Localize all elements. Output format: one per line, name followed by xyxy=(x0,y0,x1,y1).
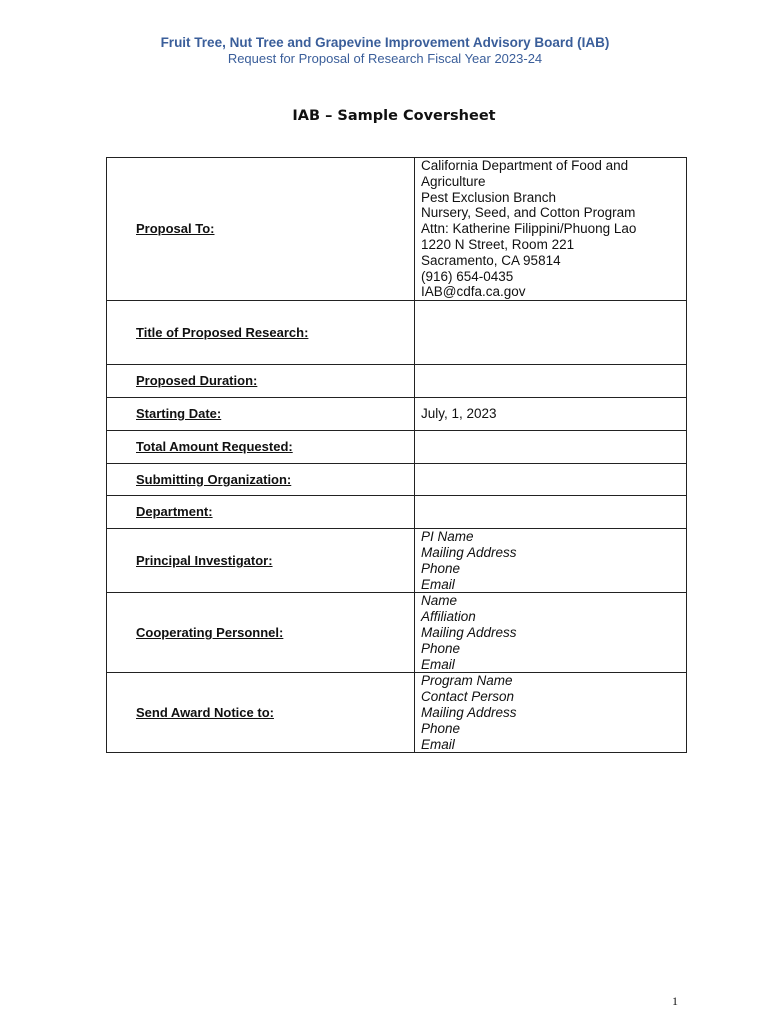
table-row-department xyxy=(107,496,687,529)
award-phone: Phone xyxy=(421,720,461,736)
pi-email: Email xyxy=(421,576,455,592)
award-email: Email xyxy=(421,736,455,752)
table-row-proposal-to xyxy=(107,158,687,301)
amount-label: Total Amount Requested: xyxy=(136,439,293,455)
coversheet-table xyxy=(106,157,687,753)
table-row-title xyxy=(107,301,687,365)
label-cell xyxy=(107,673,415,753)
label-cell xyxy=(107,431,415,464)
address-line: 1220 N Street, Room 221 xyxy=(421,236,575,252)
coop-affiliation: Affiliation xyxy=(421,609,476,625)
coop-name: Name xyxy=(421,593,458,609)
award-contact-person: Contact Person xyxy=(421,689,515,705)
amount-value xyxy=(415,431,687,464)
address-line: Pest Exclusion Branch xyxy=(421,189,557,205)
award-label: Send Award Notice to: xyxy=(136,704,274,720)
award-value xyxy=(415,673,687,753)
coop-phone: Phone xyxy=(421,640,461,656)
award-mailing-address: Mailing Address xyxy=(421,704,517,720)
proposal-to-label: Proposal To: xyxy=(136,221,215,237)
table-row-pi xyxy=(107,529,687,593)
table-row-amount xyxy=(107,431,687,464)
header-rfp-subtitle: Request for Proposal of Research Fiscal Year 2023-24 xyxy=(227,51,543,66)
address-line: Nursery, Seed, and Cotton Program xyxy=(421,205,636,221)
starting-date-label: Starting Date: xyxy=(136,406,222,422)
address-line: California Department of Food and Agriculture xyxy=(421,158,629,189)
pi-label: Principal Investigator: xyxy=(136,552,273,568)
pi-value xyxy=(415,529,687,593)
label-cell xyxy=(107,158,415,301)
title-research-value xyxy=(415,301,687,365)
table-row-organization xyxy=(107,464,687,496)
table-row-award xyxy=(107,673,687,753)
coop-mailing-address: Mailing Address xyxy=(421,624,517,640)
address-line: Attn: Katherine Filippini/Phuong Lao xyxy=(421,221,637,237)
label-cell xyxy=(107,301,415,365)
email-line: IAB@cdfa.ca.gov xyxy=(421,284,526,300)
duration-label: Proposed Duration: xyxy=(136,373,258,389)
award-program-name: Program Name xyxy=(421,673,513,689)
proposal-to-value xyxy=(415,158,687,301)
department-value xyxy=(415,496,687,529)
department-label: Department: xyxy=(136,504,213,520)
table-row-starting-date xyxy=(107,398,687,431)
cooperating-value xyxy=(415,593,687,673)
label-cell xyxy=(107,365,415,398)
pi-mailing-address: Mailing Address xyxy=(421,544,517,560)
title-research-label: Title of Proposed Research: xyxy=(136,324,309,340)
starting-date-value: July, 1, 2023 xyxy=(415,398,687,431)
organization-label: Submitting Organization: xyxy=(136,471,292,487)
header-board-name: Fruit Tree, Nut Tree and Grapevine Improvement Advisory Board (IAB) xyxy=(160,35,610,50)
label-cell xyxy=(107,529,415,593)
label-cell xyxy=(107,593,415,673)
page-number: 1 xyxy=(672,994,678,1008)
label-cell xyxy=(107,464,415,496)
label-cell xyxy=(107,398,415,431)
pi-phone: Phone xyxy=(421,560,461,576)
table-row-duration xyxy=(107,365,687,398)
page-title: IAB – Sample Coversheet xyxy=(292,108,496,124)
phone-line: (916) 654-0435 xyxy=(421,268,514,284)
cooperating-label: Cooperating Personnel: xyxy=(136,624,284,640)
coop-email: Email xyxy=(421,656,455,672)
address-line: Sacramento, CA 95814 xyxy=(421,252,561,268)
table-row-cooperating xyxy=(107,593,687,673)
label-cell xyxy=(107,496,415,529)
pi-name: PI Name xyxy=(421,529,474,545)
duration-value xyxy=(415,365,687,398)
organization-value xyxy=(415,464,687,496)
